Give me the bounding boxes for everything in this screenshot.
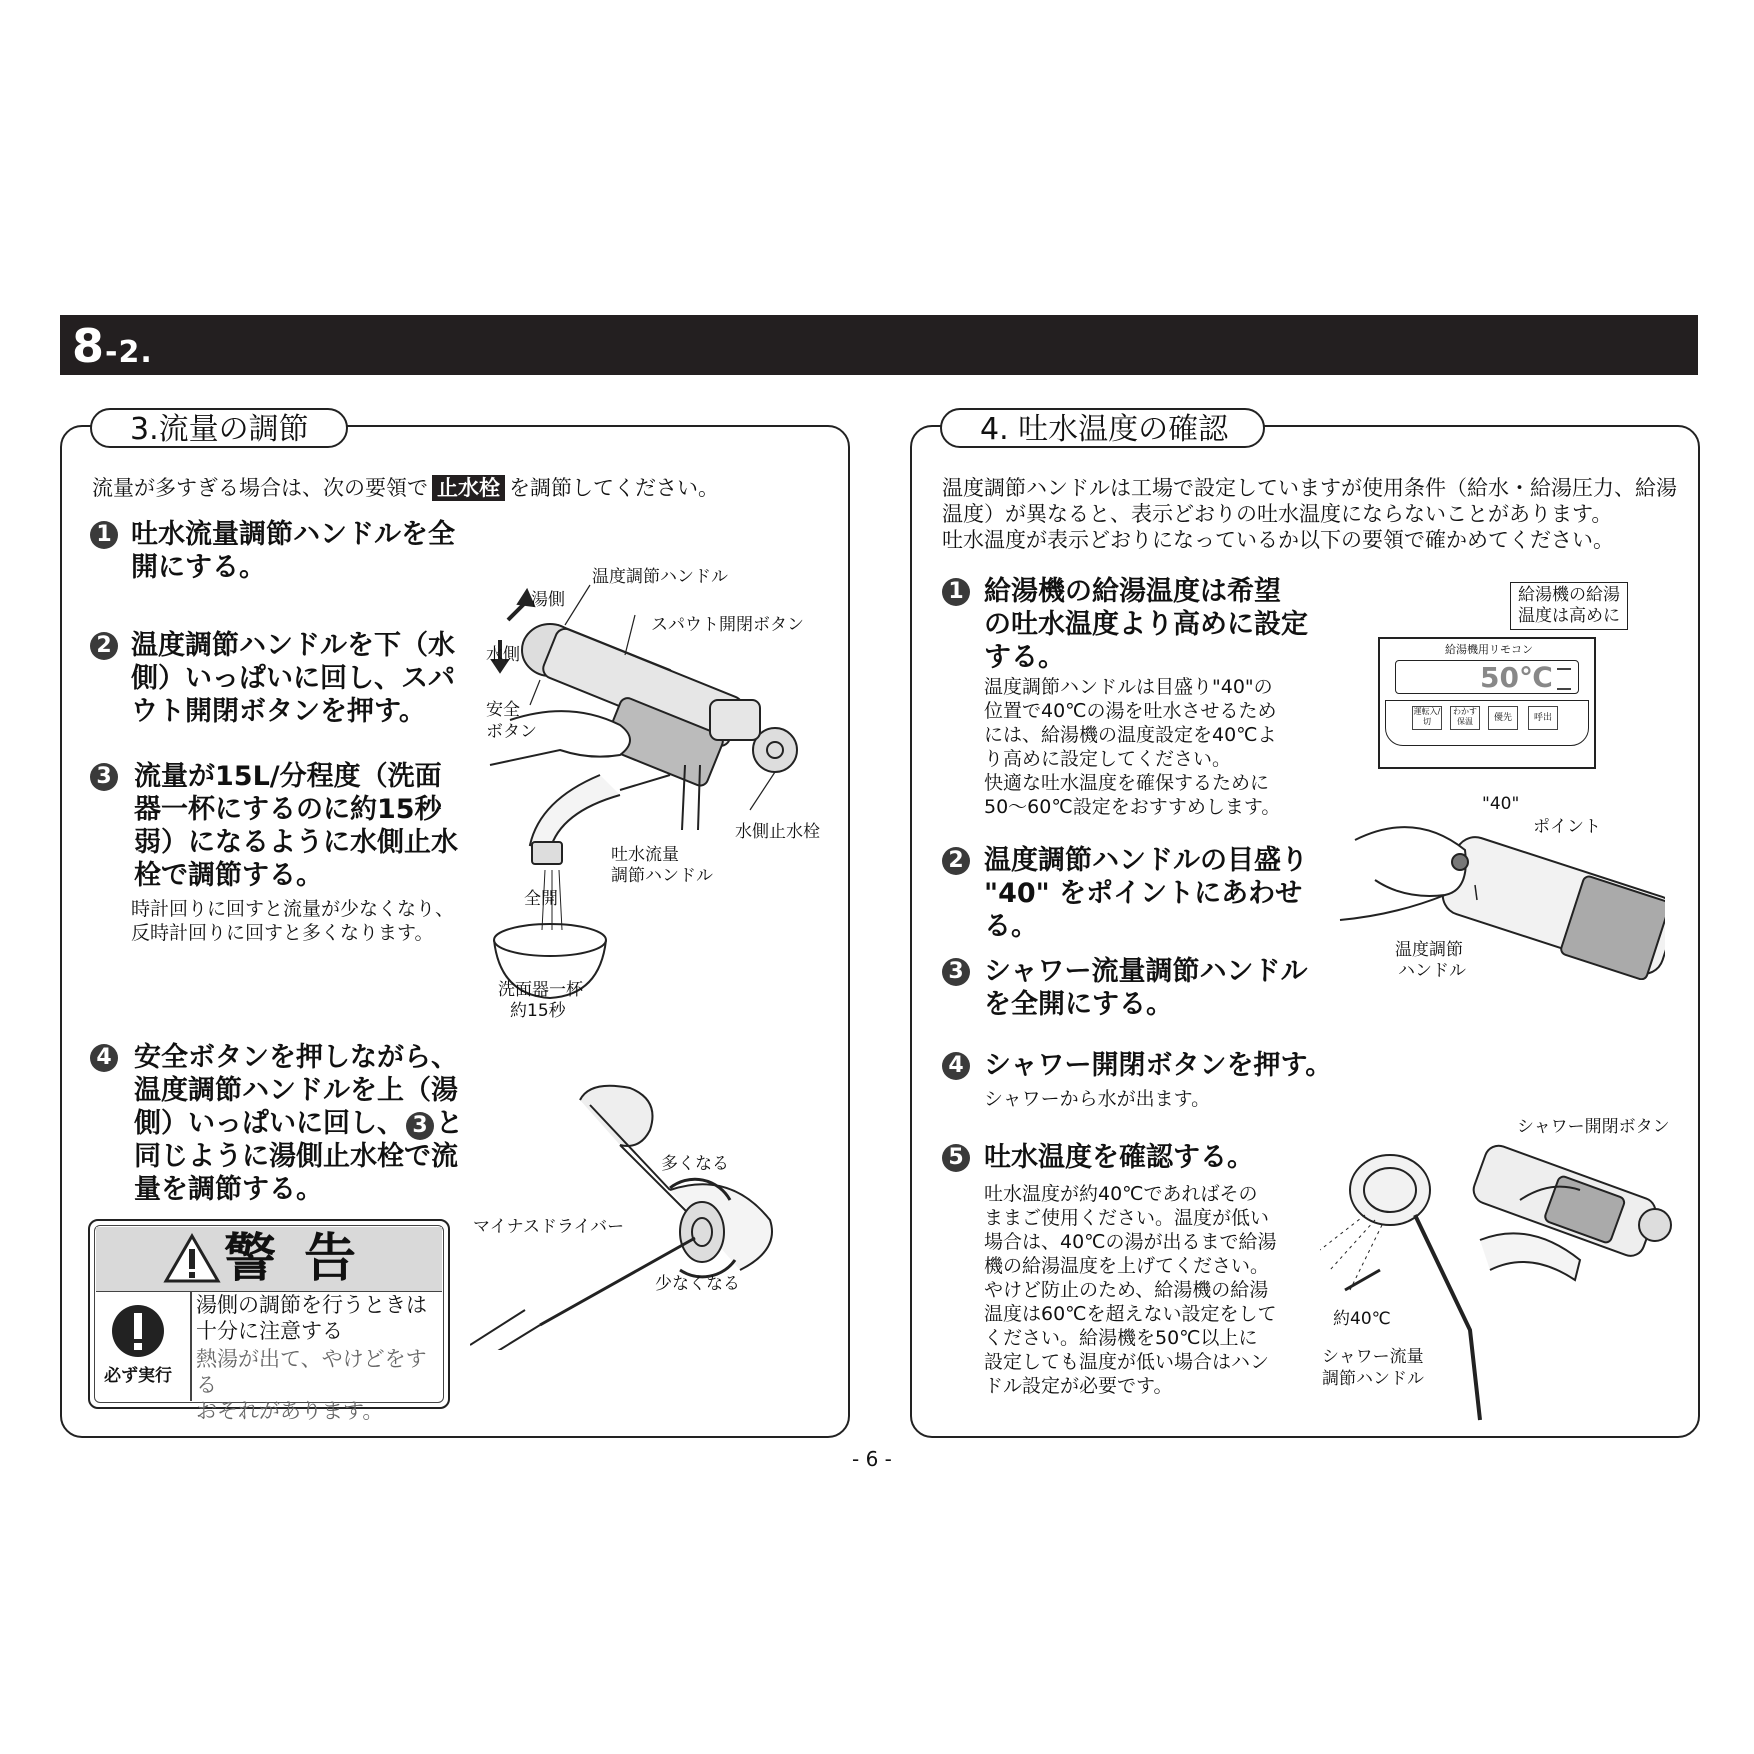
- temp-step-2: 温度調節ハンドルの目盛り "40" をポイントにあわせ る。: [984, 845, 1308, 942]
- temp-handle-closeup-illustration: [1335, 790, 1665, 980]
- water-side-label: 水側: [486, 645, 520, 665]
- flow-step-3: 流量が15L/分程度（洗面 器一杯にするのに約15秒 弱）になるように水側止水 栓で調節する。: [134, 761, 458, 891]
- flow-handle-label-2: 調節ハンドル: [611, 866, 713, 886]
- flow-step-3-note: 時計回りに回すと流量が少なくなり、 反時計回りに回すと多くなります。: [131, 898, 455, 944]
- flow-step-4: 安全ボタンを押しながら、 温度調節ハンドルを上（湯 側）いっぱいに回し、 3 と 同じように湯側止水栓で流 量を調節する。: [134, 1042, 463, 1205]
- r-step-5-badge: 5: [942, 1144, 970, 1172]
- section-header-bar: [60, 315, 1698, 375]
- flow-step-2: 温度調節ハンドルを下（水 側）いっぱいに回し、スパ ウト開閉ボタンを押す。: [131, 630, 455, 727]
- flow-step-1: 吐水流量調節ハンドルを全 開にする。: [131, 519, 455, 583]
- more-label: 多くなる: [661, 1154, 729, 1174]
- temp-step-3: シャワー流量調節ハンドル を全開にする。: [984, 956, 1308, 1020]
- basin-label-1: 洗面器一杯: [498, 980, 583, 1000]
- remote-temperature: 50℃: [1480, 661, 1553, 694]
- safety-button-label-2: ボタン: [486, 722, 537, 742]
- step-4-badge: 4: [90, 1044, 118, 1072]
- hot-side-label: 湯側: [531, 590, 565, 610]
- temp-step-4: シャワー開閉ボタンを押す。: [984, 1050, 1333, 1081]
- remote-title: 給湯機用リモコン: [1445, 643, 1533, 656]
- temp-step-1: 給湯機の給湯温度は希望 の吐水温度より高めに設定 する。: [984, 576, 1308, 673]
- less-label: 少なくなる: [655, 1274, 740, 1294]
- temp-handle-label: 温度調節ハンドル: [592, 567, 728, 587]
- remote-call-button[interactable]: 呼出: [1528, 706, 1558, 730]
- remote-priority-button[interactable]: 優先: [1488, 706, 1518, 730]
- spout-button-label: スパウト開閉ボタン: [651, 615, 804, 635]
- temp-handle-label-r2: ハンドル: [1398, 961, 1466, 981]
- temp-step-5-note: 吐水温度が約40℃であればその ままご使用ください。温度が低い 場合は、40℃の湯が出るまで給湯 機の給湯温度を上げてください。 やけど防止のため、給湯機の給湯 温度は60℃を超えない設定をして ください。給湯機を50℃以上に 設定しても温度が低い場合はハン ドル設定が必要です。: [984, 1183, 1277, 1397]
- driver-label: マイナスドライバー: [473, 1217, 625, 1237]
- temperature-intro: 温度調節ハンドルは工場で設定していますが使用条件（給水・給湯圧力、給湯 温度）が異なると、表示どおりの吐水温度にならないことがあります。 吐水温度が表示どおりになっているか以下の要領で確かめてください。: [942, 476, 1677, 552]
- warning-text: 湯側の調節を行うときは 十分に注意する 熱湯が出て、やけどをする おそれがあります。: [196, 1293, 427, 1423]
- shower-button-label: シャワー開閉ボタン: [1517, 1117, 1670, 1137]
- temp-step-4-note: シャワーから水が出ます。: [984, 1088, 1211, 1110]
- r-step-2-badge: 2: [942, 847, 970, 875]
- temp-handle-label-r1: 温度調節: [1395, 940, 1463, 960]
- approx-40-label: 約40℃: [1333, 1309, 1391, 1329]
- driver-illustration: [470, 1070, 830, 1350]
- full-open-label: 全開: [524, 889, 558, 909]
- point-label: ポイント: [1533, 817, 1601, 837]
- mark-40-label: "40": [1482, 794, 1520, 814]
- flow-adjust-title: 3.流量の調節: [90, 408, 348, 448]
- step-3-badge: 3: [90, 763, 118, 791]
- temp-step-5: 吐水温度を確認する。: [984, 1142, 1254, 1173]
- r-step-1-badge: 1: [942, 578, 970, 606]
- step-2-badge: 2: [90, 632, 118, 660]
- stop-valve-label: 水側止水栓: [735, 822, 820, 842]
- temp-step-1-note: 温度調節ハンドルは目盛り"40"の 位置で40℃の湯を吐水させるため には、給湯機の温度設定を40℃よ り高めに設定してください。 快適な吐水温度を確保するために 50～60℃設定をおすすめします。: [984, 676, 1281, 818]
- step-3-ref-badge: 3: [406, 1112, 434, 1140]
- level-bars-icon: [1557, 668, 1571, 690]
- remote-note-tag: 給湯機の給湯 温度は高めに: [1510, 582, 1628, 630]
- section-number: 8-2.: [72, 319, 153, 373]
- warning-title: 警告: [224, 1229, 385, 1289]
- r-step-3-badge: 3: [942, 958, 970, 986]
- basin-label-2: 約15秒: [510, 1001, 566, 1021]
- safety-button-label-1: 安全: [486, 700, 520, 720]
- page-number: - 6 -: [852, 1447, 892, 1471]
- mandatory-action-icon: [110, 1303, 166, 1359]
- flow-intro: 流量が多すぎる場合は、次の要領で 止水栓 を調節してください。: [92, 476, 719, 500]
- flow-handle-label-1: 吐水流量: [611, 845, 679, 865]
- temperature-check-title: 4. 吐水温度の確認: [940, 408, 1265, 448]
- warning-triangle-icon: [163, 1232, 221, 1284]
- shower-flow-label-2: 調節ハンドル: [1322, 1369, 1424, 1389]
- step-1-badge: 1: [90, 521, 118, 549]
- remote-power-button[interactable]: 運転入/切: [1412, 706, 1442, 730]
- r-step-4-badge: 4: [942, 1052, 970, 1080]
- mandatory-action-label: 必ず実行: [104, 1366, 172, 1386]
- shower-flow-label-1: シャワー流量: [1322, 1347, 1424, 1367]
- remote-heat-button[interactable]: わかす保温: [1450, 706, 1480, 730]
- stop-valve-highlight: 止水栓: [432, 475, 505, 501]
